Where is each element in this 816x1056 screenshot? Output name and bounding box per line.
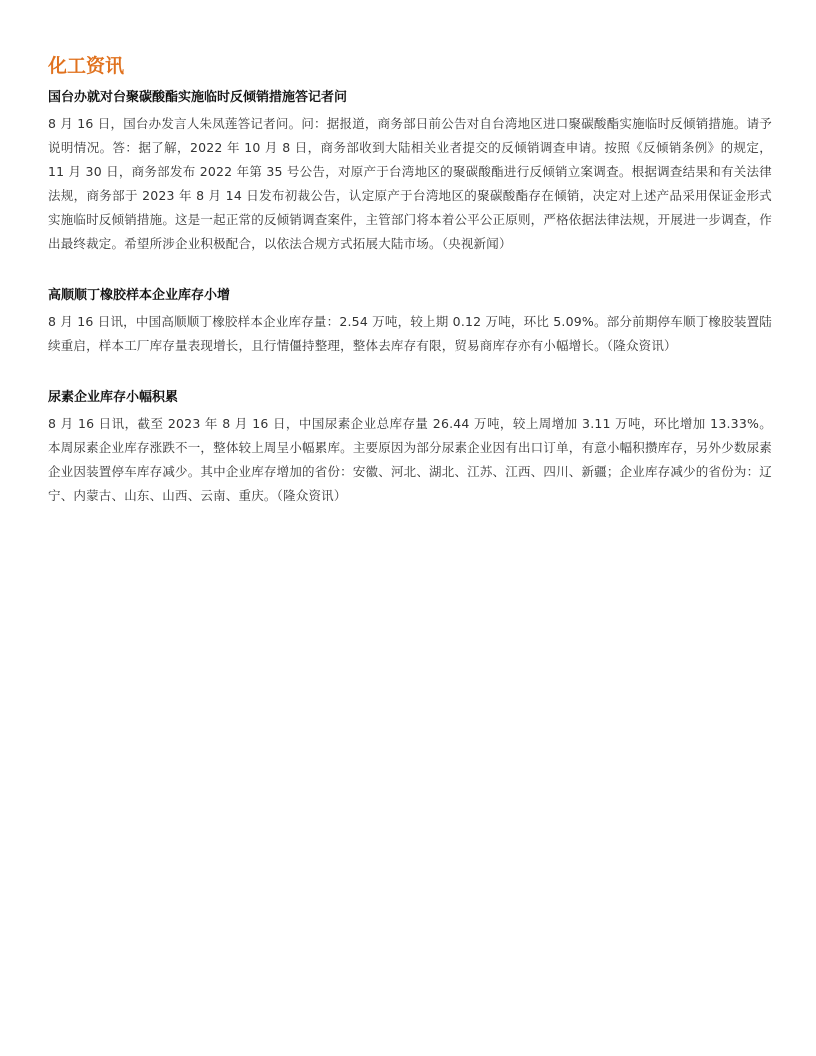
article-title: 高顺顺丁橡胶样本企业库存小增 (48, 288, 231, 303)
article-body: 8 月 16 日讯，截至 2023 年 8 月 16 日，中国尿素企业总库存量 26.44 万吨，较上周增加 3.11 万吨，环比增加 13.33%。本周尿素企业库存涨跌不一，整体较上周呈小幅累库。主要原因为部分尿素企业因有出口订单，有意小幅积攒库存，另外少数尿素企业因装置停车库存减少。其中企业库存增加的省份：安徽、河北、湖北、江苏、江西、四川、新疆；企业库存减少的省份为：辽宁、内蒙古、山东、山西、云南、重庆。（隆众资讯） (48, 416, 772, 503)
article-title: 国台办就对台聚碳酸酯实施临时反倾销措施答记者问 (48, 90, 348, 105)
section-title: 化工资讯 (48, 55, 125, 77)
article-title: 尿素企业库存小幅积累 (48, 390, 179, 405)
page-content (48, 52, 772, 538)
article-butadiene-rubber (48, 286, 772, 358)
article-polycarbonate (48, 88, 772, 256)
article-urea (48, 388, 772, 508)
article-body: 8 月 16 日讯，中国高顺顺丁橡胶样本企业库存量：2.54 万吨，较上期 0.12 万吨，环比 5.09%。部分前期停车顺丁橡胶装置陆续重启，样本工厂库存量表现增长，且行情僵持整理，整体去库存有限，贸易商库存亦有小幅增长。（隆众资讯） (48, 314, 772, 353)
article-body: 8 月 16 日，国台办发言人朱凤莲答记者问。问：据报道，商务部日前公告对自台湾地区进口聚碳酸酯实施临时反倾销措施。请予说明情况。答：据了解，2022 年 10 月 8 日，商务部收到大陆相关业者提交的反倾销调查申请。按照《反倾销条例》的规定，11 月 30 日，商务部发布 2022 年第 35 号公告，对原产于台湾地区的聚碳酸酯进行反倾销立案调查。根据调查结果和有关法律法规，商务部于 2023 年 8 月 14 日发布初裁公告，认定原产于台湾地区的聚碳酸酯存在倾销，决定对上述产品采用保证金形式实施临时反倾销措施。这是一起正常的反倾销调查案件，主管部门将本着公平公正原则，严格依据法律法规，开展进一步调查，作出最终裁定。希望所涉企业积极配合，以依法合规方式拓展大陆市场。（央视新闻） (48, 116, 772, 251)
